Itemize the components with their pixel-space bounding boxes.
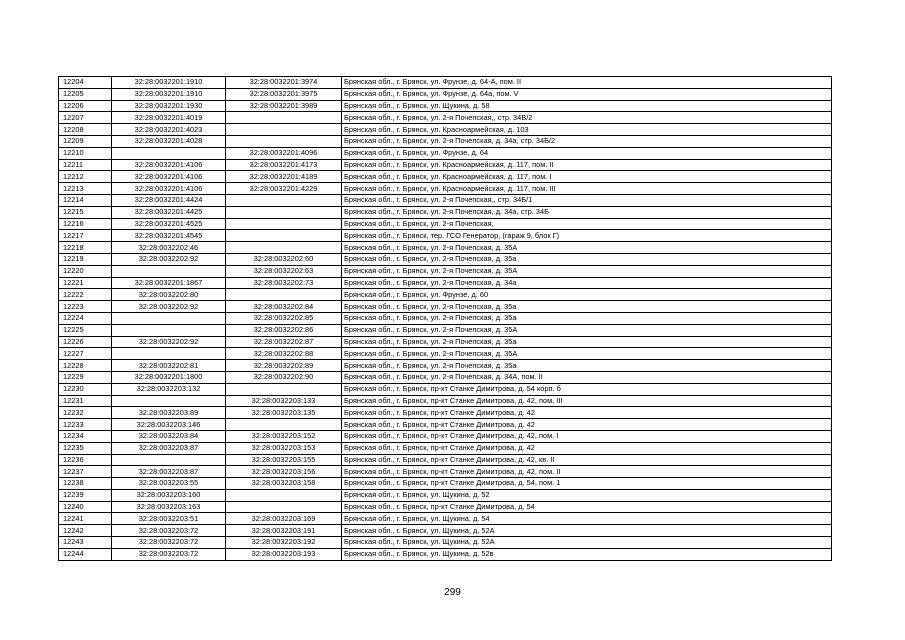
parcel-cadastral-number-cell: 32:28:0032202:80 (112, 289, 226, 301)
parcel-cadastral-number-cell: 32:28:0032201:4424 (112, 194, 226, 206)
row-number-cell: 12207 (59, 112, 112, 124)
address-cell: Брянская обл., г. Брянск, ул. 2-я Почепская,, стр. 34Б/1 (342, 194, 832, 206)
row-number-cell: 12206 (59, 100, 112, 112)
object-cadastral-number-cell: 32:28:0032203:153 (226, 442, 342, 454)
parcel-cadastral-number-cell: 32:28:0032201:1867 (112, 277, 226, 289)
table-row (59, 135, 832, 147)
table-row (59, 183, 832, 195)
parcel-cadastral-number-cell (112, 265, 226, 277)
parcel-cadastral-number-cell: 32:28:0032201:1910 (112, 88, 226, 100)
parcel-cadastral-number-cell: 32:28:0032201:4106 (112, 183, 226, 195)
row-number-cell: 12238 (59, 478, 112, 490)
parcel-cadastral-number-cell: 32:28:0032201:1910 (112, 77, 226, 89)
table-row (59, 77, 832, 89)
address-cell: Брянская обл., г. Брянск, ул. Щукина, д. 52 (342, 489, 832, 501)
row-number-cell: 12216 (59, 218, 112, 230)
table-row (59, 100, 832, 112)
parcel-cadastral-number-cell: 32:28:0032203:51 (112, 513, 226, 525)
row-number-cell: 12230 (59, 383, 112, 395)
table-row (59, 430, 832, 442)
parcel-cadastral-number-cell: 32:28:0032201:4019 (112, 112, 226, 124)
table-row (59, 442, 832, 454)
parcel-cadastral-number-cell: 32:28:0032203:146 (112, 419, 226, 431)
table-row (59, 253, 832, 265)
object-cadastral-number-cell: 32:28:0032202:88 (226, 348, 342, 360)
row-number-cell: 12212 (59, 171, 112, 183)
row-number-cell: 12239 (59, 489, 112, 501)
row-number-cell: 12221 (59, 277, 112, 289)
table-row (59, 289, 832, 301)
table-row (59, 525, 832, 537)
table-row (59, 230, 832, 242)
table-row (59, 124, 832, 136)
parcel-cadastral-number-cell: 32:28:0032202:92 (112, 301, 226, 313)
table-row (59, 513, 832, 525)
address-cell: Брянская обл., г. Брянск, пр-кт Станке Димитрова, д. 42 (342, 419, 832, 431)
table-row (59, 419, 832, 431)
object-cadastral-number-cell: 32:28:0032202:85 (226, 312, 342, 324)
table-row (59, 371, 832, 383)
address-cell: Брянская обл., г. Брянск, ул. 2-я Почепская, д. 35а (342, 253, 832, 265)
object-cadastral-number-cell (226, 218, 342, 230)
object-cadastral-number-cell (226, 419, 342, 431)
row-number-cell: 12235 (59, 442, 112, 454)
parcel-cadastral-number-cell: 32:28:0032203:84 (112, 430, 226, 442)
address-cell: Брянская обл., г. Брянск, пр-кт Станке Димитрова, д. 54, пом. 1 (342, 478, 832, 490)
object-cadastral-number-cell: 32:28:0032203:156 (226, 466, 342, 478)
object-cadastral-number-cell: 32:28:0032203:135 (226, 407, 342, 419)
object-cadastral-number-cell (226, 206, 342, 218)
table-row (59, 466, 832, 478)
table-row (59, 501, 832, 513)
parcel-cadastral-number-cell: 32:28:0032201:1930 (112, 100, 226, 112)
table-row (59, 383, 832, 395)
address-cell: Брянская обл., г. Брянск, ул. Щукина, д. 52А (342, 525, 832, 537)
parcel-cadastral-number-cell (112, 454, 226, 466)
parcel-cadastral-number-cell: 32:28:0032201:4028 (112, 135, 226, 147)
cadastral-table-body (59, 77, 832, 561)
object-cadastral-number-cell (226, 194, 342, 206)
object-cadastral-number-cell: 32:28:0032202:89 (226, 360, 342, 372)
object-cadastral-number-cell (226, 489, 342, 501)
address-cell: Брянская обл., г. Брянск, пр-кт Станке Димитрова, д. 42, пом. I (342, 430, 832, 442)
address-cell: Брянская обл., г. Брянск, ул. Красноармейская, д. 117, пом. II (342, 159, 832, 171)
table-row (59, 88, 832, 100)
parcel-cadastral-number-cell: 32:28:0032202:81 (112, 360, 226, 372)
object-cadastral-number-cell: 32:28:0032203:133 (226, 395, 342, 407)
address-cell: Брянская обл., г. Брянск, ул. 2-я Почепская, (342, 218, 832, 230)
table-row (59, 407, 832, 419)
object-cadastral-number-cell: 32:28:0032203:155 (226, 454, 342, 466)
address-cell: Брянская обл., г. Брянск, ул. 2-я Почепская, д. 34а, стр. 34Б/2 (342, 135, 832, 147)
address-cell: Брянская обл., г. Брянск, ул. Фрунзе, д. 64-А, пом. II (342, 77, 832, 89)
object-cadastral-number-cell: 32:28:0032201:4096 (226, 147, 342, 159)
object-cadastral-number-cell (226, 135, 342, 147)
object-cadastral-number-cell (226, 501, 342, 513)
address-cell: Брянская обл., г. Брянск, ул. 2-я Почепская, д. 35а (342, 312, 832, 324)
object-cadastral-number-cell: 32:28:0032202:60 (226, 253, 342, 265)
parcel-cadastral-number-cell: 32:28:0032201:4525 (112, 218, 226, 230)
row-number-cell: 12242 (59, 525, 112, 537)
address-cell: Брянская обл., г. Брянск, ул. 2-я Почепская, д. 35А (342, 242, 832, 254)
page-number: 299 (444, 587, 461, 598)
address-cell: Брянская обл., г. Брянск, тер. ГСО Генератор, (гараж 9, блок Г) (342, 230, 832, 242)
object-cadastral-number-cell: 32:28:0032201:3975 (226, 88, 342, 100)
object-cadastral-number-cell: 32:28:0032202:87 (226, 336, 342, 348)
row-number-cell: 12223 (59, 301, 112, 313)
parcel-cadastral-number-cell: 32:28:0032203:72 (112, 548, 226, 560)
row-number-cell: 12220 (59, 265, 112, 277)
object-cadastral-number-cell (226, 383, 342, 395)
row-number-cell: 12225 (59, 324, 112, 336)
row-number-cell: 12208 (59, 124, 112, 136)
row-number-cell: 12205 (59, 88, 112, 100)
parcel-cadastral-number-cell (112, 348, 226, 360)
object-cadastral-number-cell: 32:28:0032201:4173 (226, 159, 342, 171)
object-cadastral-number-cell: 32:28:0032201:4229 (226, 183, 342, 195)
address-cell: Брянская обл., г. Брянск, ул. 2-я Почепская,, стр. 34В/2 (342, 112, 832, 124)
object-cadastral-number-cell (226, 289, 342, 301)
row-number-cell: 12240 (59, 501, 112, 513)
row-number-cell: 12209 (59, 135, 112, 147)
row-number-cell: 12214 (59, 194, 112, 206)
address-cell: Брянская обл., г. Брянск, пр-кт Станке Димитрова, д. 54 корп. б (342, 383, 832, 395)
table-row (59, 395, 832, 407)
object-cadastral-number-cell (226, 230, 342, 242)
parcel-cadastral-number-cell: 32:28:0032201:1800 (112, 371, 226, 383)
row-number-cell: 12222 (59, 289, 112, 301)
address-cell: Брянская обл., г. Брянск, ул. 2-я Почепская, д. 35а (342, 360, 832, 372)
object-cadastral-number-cell: 32:28:0032202:73 (226, 277, 342, 289)
parcel-cadastral-number-cell (112, 324, 226, 336)
table-row (59, 537, 832, 549)
parcel-cadastral-number-cell: 32:28:0032203:72 (112, 525, 226, 537)
object-cadastral-number-cell: 32:28:0032201:3989 (226, 100, 342, 112)
row-number-cell: 12224 (59, 312, 112, 324)
object-cadastral-number-cell: 32:28:0032203:192 (226, 537, 342, 549)
table-row (59, 206, 832, 218)
table-row (59, 242, 832, 254)
parcel-cadastral-number-cell: 32:28:0032202:92 (112, 253, 226, 265)
parcel-cadastral-number-cell: 32:28:0032203:87 (112, 466, 226, 478)
object-cadastral-number-cell: 32:28:0032201:3974 (226, 77, 342, 89)
address-cell: Брянская обл., г. Брянск, ул. Щукина, д. 52в (342, 548, 832, 560)
object-cadastral-number-cell: 32:28:0032202:90 (226, 371, 342, 383)
object-cadastral-number-cell (226, 124, 342, 136)
address-cell: Брянская обл., г. Брянск, ул. Щукина, д. 58 (342, 100, 832, 112)
address-cell: Брянская обл., г. Брянск, ул. Фрунзе, д. 60 (342, 289, 832, 301)
address-cell: Брянская обл., г. Брянск, ул. 2-я Почепская, д. 34а (342, 277, 832, 289)
address-cell: Брянская обл., г. Брянск, пр-кт Станке Димитрова, д. 54 (342, 501, 832, 513)
object-cadastral-number-cell: 32:28:0032202:86 (226, 324, 342, 336)
table-row (59, 336, 832, 348)
row-number-cell: 12228 (59, 360, 112, 372)
address-cell: Брянская обл., г. Брянск, пр-кт Станке Димитрова, д. 42, пом. II (342, 466, 832, 478)
table-row (59, 348, 832, 360)
address-cell: Брянская обл., г. Брянск, ул. 2-я Почепская, д. 35А (342, 348, 832, 360)
row-number-cell: 12229 (59, 371, 112, 383)
row-number-cell: 12237 (59, 466, 112, 478)
address-cell: Брянская обл., г. Брянск, ул. Красноармейская, д. 103 (342, 124, 832, 136)
address-cell: Брянская обл., г. Брянск, ул. 2-я Почепская, д. 34А, пом. II (342, 371, 832, 383)
table-row (59, 265, 832, 277)
parcel-cadastral-number-cell: 32:28:0032201:4106 (112, 171, 226, 183)
cadastral-table (58, 76, 832, 561)
table-row (59, 277, 832, 289)
table-row (59, 489, 832, 501)
row-number-cell: 12232 (59, 407, 112, 419)
table-row (59, 478, 832, 490)
table-row (59, 548, 832, 560)
row-number-cell: 12226 (59, 336, 112, 348)
parcel-cadastral-number-cell: 32:28:0032201:4425 (112, 206, 226, 218)
object-cadastral-number-cell: 32:28:0032203:158 (226, 478, 342, 490)
table-row (59, 171, 832, 183)
parcel-cadastral-number-cell: 32:28:0032201:4023 (112, 124, 226, 136)
table-row (59, 112, 832, 124)
address-cell: Брянская обл., г. Брянск, ул. Красноармейская, д. 117, пом. I (342, 171, 832, 183)
parcel-cadastral-number-cell (112, 147, 226, 159)
address-cell: Брянская обл., г. Брянск, ул. Фрунзе, д. 64а, пом. V (342, 88, 832, 100)
address-cell: Брянская обл., г. Брянск, ул. 2-я Почепская, д. 35а (342, 301, 832, 313)
row-number-cell: 12210 (59, 147, 112, 159)
table-row (59, 147, 832, 159)
parcel-cadastral-number-cell: 32:28:0032201:4106 (112, 159, 226, 171)
address-cell: Брянская обл., г. Брянск, ул. Щукина, д. 54 (342, 513, 832, 525)
parcel-cadastral-number-cell: 32:28:0032203:160 (112, 489, 226, 501)
address-cell: Брянская обл., г. Брянск, пр-кт Станке Димитрова, д. 42, кв. II (342, 454, 832, 466)
row-number-cell: 12233 (59, 419, 112, 431)
parcel-cadastral-number-cell: 32:28:0032203:163 (112, 501, 226, 513)
table-row (59, 194, 832, 206)
parcel-cadastral-number-cell: 32:28:0032203:89 (112, 407, 226, 419)
table-row (59, 301, 832, 313)
address-cell: Брянская обл., г. Брянск, пр-кт Станке Димитрова, д. 42 (342, 407, 832, 419)
object-cadastral-number-cell (226, 242, 342, 254)
parcel-cadastral-number-cell: 32:28:0032203:55 (112, 478, 226, 490)
address-cell: Брянская обл., г. Брянск, ул. 2-я Почепская, д. 35А (342, 324, 832, 336)
table-row (59, 360, 832, 372)
row-number-cell: 12227 (59, 348, 112, 360)
row-number-cell: 12213 (59, 183, 112, 195)
table-row (59, 312, 832, 324)
row-number-cell: 12231 (59, 395, 112, 407)
object-cadastral-number-cell: 32:28:0032201:4189 (226, 171, 342, 183)
address-cell: Брянская обл., г. Брянск, ул. Щукина, д. 52А (342, 537, 832, 549)
table-row (59, 454, 832, 466)
address-cell: Брянская обл., г. Брянск, ул. 2-я Почепская, д. 35а (342, 336, 832, 348)
row-number-cell: 12204 (59, 77, 112, 89)
row-number-cell: 12243 (59, 537, 112, 549)
parcel-cadastral-number-cell: 32:28:0032203:132 (112, 383, 226, 395)
row-number-cell: 12234 (59, 430, 112, 442)
parcel-cadastral-number-cell (112, 312, 226, 324)
address-cell: Брянская обл., г. Брянск, ул. 2-я Почепская, д. 35А (342, 265, 832, 277)
parcel-cadastral-number-cell: 32:28:0032203:72 (112, 537, 226, 549)
address-cell: Брянская обл., г. Брянск, ул. Красноармейская, д. 117, пом. III (342, 183, 832, 195)
object-cadastral-number-cell: 32:28:0032203:193 (226, 548, 342, 560)
row-number-cell: 12211 (59, 159, 112, 171)
address-cell: Брянская обл., г. Брянск, пр-кт Станке Димитрова, д. 42 (342, 442, 832, 454)
object-cadastral-number-cell: 32:28:0032203:169 (226, 513, 342, 525)
table-row (59, 324, 832, 336)
table-row (59, 159, 832, 171)
row-number-cell: 12236 (59, 454, 112, 466)
row-number-cell: 12217 (59, 230, 112, 242)
object-cadastral-number-cell: 32:28:0032203:191 (226, 525, 342, 537)
table-row (59, 218, 832, 230)
address-cell: Брянская обл., г. Брянск, пр-кт Станке Димитрова, д. 42, пом. III (342, 395, 832, 407)
parcel-cadastral-number-cell: 32:28:0032201:4545 (112, 230, 226, 242)
object-cadastral-number-cell (226, 112, 342, 124)
parcel-cadastral-number-cell: 32:28:0032203:87 (112, 442, 226, 454)
parcel-cadastral-number-cell: 32:28:0032202:46 (112, 242, 226, 254)
object-cadastral-number-cell: 32:28:0032202:84 (226, 301, 342, 313)
object-cadastral-number-cell: 32:28:0032203:152 (226, 430, 342, 442)
row-number-cell: 12218 (59, 242, 112, 254)
object-cadastral-number-cell: 32:28:0032202:63 (226, 265, 342, 277)
row-number-cell: 12215 (59, 206, 112, 218)
address-cell: Брянская обл., г. Брянск, ул. 2-я Почепская, д. 34а, стр. 34Б (342, 206, 832, 218)
parcel-cadastral-number-cell (112, 395, 226, 407)
row-number-cell: 12244 (59, 548, 112, 560)
row-number-cell: 12241 (59, 513, 112, 525)
parcel-cadastral-number-cell: 32:28:0032202:92 (112, 336, 226, 348)
address-cell: Брянская обл., г. Брянск, ул. Фрунзе, д. 64 (342, 147, 832, 159)
row-number-cell: 12219 (59, 253, 112, 265)
